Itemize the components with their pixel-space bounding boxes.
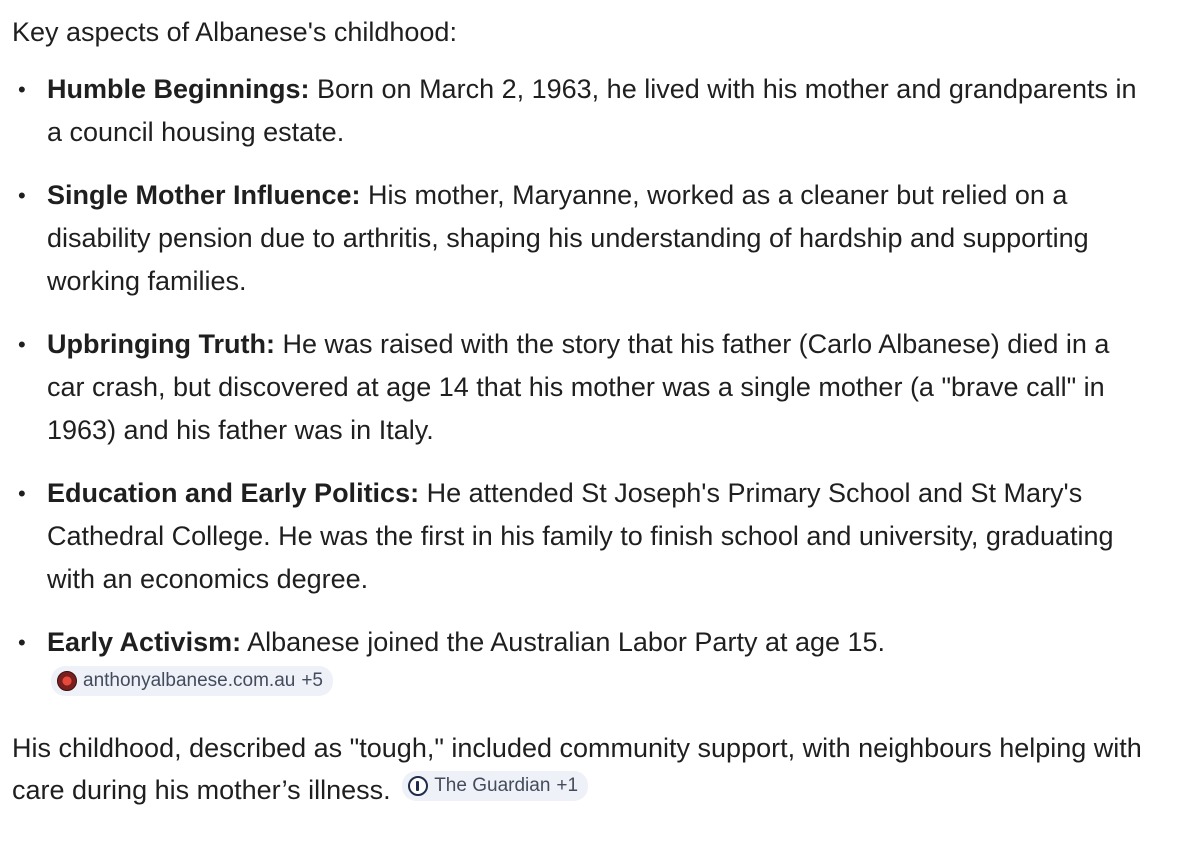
source-chip-guardian[interactable] (402, 771, 588, 801)
source-chip-count: +5 (301, 670, 323, 691)
source-chip-anthonyalbanese[interactable] (51, 666, 333, 696)
list-item (12, 472, 1150, 601)
bullet-icon: • (18, 183, 26, 208)
aspect-term: Single Mother Influence: (47, 180, 361, 210)
site-favicon-icon (57, 671, 77, 691)
aspect-text: Born on March 2, 1963, he lived with his mother and grandparents in a council housing estate. (47, 74, 1137, 147)
outro-text: His childhood, described as "tough," included community support, with neighbours helping with care during his mother’s illness. (12, 733, 1142, 805)
aspect-term: Upbringing Truth: (47, 329, 275, 359)
source-chip-count: +1 (556, 775, 579, 796)
aspect-term: Early Activism: (47, 627, 242, 657)
list-item (12, 621, 1150, 707)
aspect-text: He attended St Joseph's Primary School and St Mary's Cathedral College. He was the first in his family to finish school and university, graduating with an economics degree. (47, 478, 1114, 594)
bullet-icon: • (18, 481, 26, 506)
source-chip-label: The Guardian (434, 775, 551, 796)
aspect-text: He was raised with the story that his father (Carlo Albanese) died in a car crash, but discovered at age 14 that his mother was a single mother (a "brave call" in 1963) and his father was in Italy. (47, 329, 1110, 445)
list-item (12, 68, 1150, 154)
outro-paragraph (12, 727, 1150, 811)
bullet-icon: • (18, 332, 26, 357)
aspect-text: His mother, Maryanne, worked as a cleaner but relied on a disability pension due to arthritis, shaping his understanding of hardship and supporting working families. (47, 180, 1089, 296)
bullet-icon: • (18, 77, 26, 102)
bullet-icon: • (18, 630, 26, 655)
intro-text: Key aspects of Albanese's childhood: (12, 17, 457, 47)
aspects-list (12, 68, 1150, 707)
aspect-text: Albanese joined the Australian Labor Party at age 15. (241, 627, 886, 657)
list-item (12, 174, 1150, 303)
list-item (12, 323, 1150, 452)
aspect-term: Education and Early Politics: (47, 478, 420, 508)
aspect-term: Humble Beginnings: (47, 74, 310, 104)
source-chip-label: anthonyalbanese.com.au (83, 670, 296, 691)
guardian-favicon-icon (408, 776, 428, 796)
